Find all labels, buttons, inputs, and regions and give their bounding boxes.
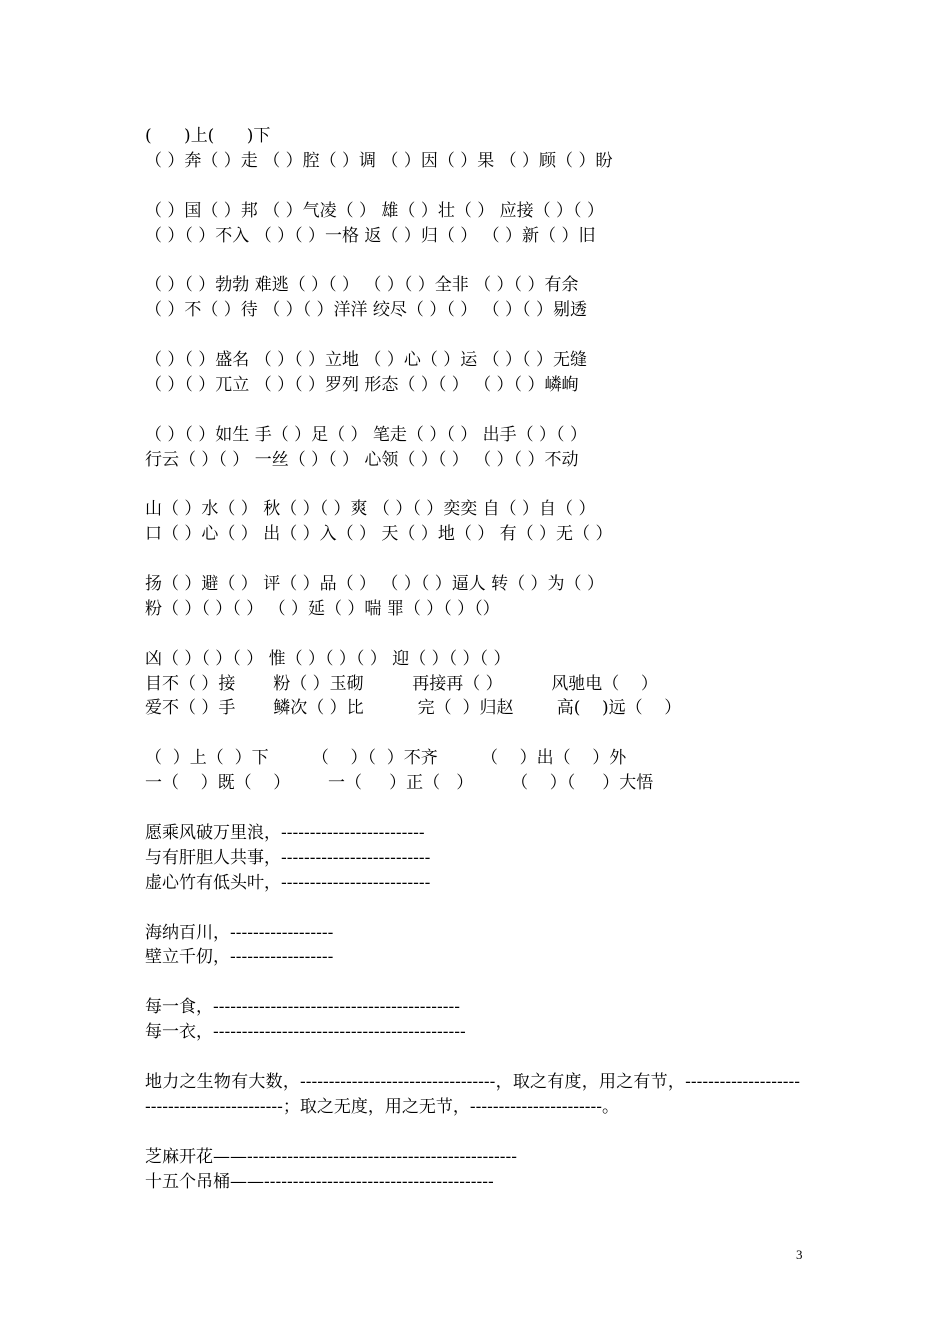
quote-line: 愿乘风破万里浪，-------------------------: [145, 822, 425, 843]
idiom-line: 一（ ）既（ ） 一（ ）正（ ） （ ）（ ）大悟: [145, 773, 654, 794]
blank-line: [145, 547, 805, 572]
idiom-line: 凶（ ）（ ）（ ） 惟（ ）（ ）（ ） 迎（ ）（ ）（ ）: [145, 648, 511, 669]
quote-line: 虚心竹有低头叶，--------------------------: [145, 872, 431, 893]
blank-line: [145, 796, 805, 821]
page-number: 3: [796, 1247, 803, 1262]
blank-line: [145, 398, 805, 423]
idiom-line: （ ）（ ）勃勃 难逃（ ）（ ） （ ）（ ）全非 （ ）（ ）有余: [145, 275, 579, 296]
blank-line: [145, 622, 805, 647]
idiom-line: 爱不（ ）手 鳞次（ ）比 完（ ）归赵 高( )远（ ）: [145, 698, 682, 719]
idiom-line: （ ）（ ）盛名 （ ）（ ）立地 （ ）心（ ）运 （ ）（ ）无缝: [145, 350, 587, 371]
blank-line: [145, 1120, 805, 1145]
blank-line: [145, 174, 805, 199]
idiom-line: （ ）奔（ ）走 （ ）腔（ ）调 （ ）因（ ）果 （ ）顾（ ）盼: [145, 150, 613, 171]
blank-line: [145, 248, 805, 273]
blank-line: [145, 472, 805, 497]
quote-paragraph: 地力之生物有大数，----------------------------------，取之有度，用之有节，--------------------------------------------；取之无度，用之无节，-----------------------。: [145, 1071, 800, 1117]
idiom-line: （ ）不（ ）待 （ ）（ ）洋洋 绞尽（ ）（ ） （ ）（ ）剔透: [145, 300, 587, 321]
idiom-line: 行云（ ）（ ） 一丝（ ）（ ） 心领（ ）（ ） （ ）（ ）不动: [145, 449, 579, 470]
blank-line: [145, 721, 805, 746]
idiom-line: （ ）（ ）如生 手（ ）足（ ） 笔走（ ）（ ） 出手（ ）（ ）: [145, 424, 587, 445]
blank-line: [145, 896, 805, 921]
idiom-line: 目不（ ）接 粉（ ）玉砌 再接再（ ） 风驰电（ ）: [145, 673, 658, 694]
quote-line: 与有肝胆人共事，--------------------------: [145, 847, 431, 868]
blank-line: [145, 323, 805, 348]
quote-line: 每一衣，--------------------------------------------: [145, 1022, 466, 1043]
blank-line: [145, 1045, 805, 1070]
idiom-line: （ ）上（ ）下 （ ）（ ）不齐 （ ）出（ ）外: [145, 748, 627, 769]
idiom-line: （ ）（ ）兀立 （ ）（ ）罗列 形态（ ）（ ） （ ）（ ）嶙峋: [145, 374, 579, 395]
idiom-line: （ ）国（ ）邦 （ ）气凌（ ） 雄（ ）壮（ ） 应接（ ）（ ）: [145, 200, 604, 221]
idiom-line: 粉（ ）（ ）（ ） （ ）延（ ）喘 罪（ ）（ ）（）: [145, 598, 500, 619]
idiom-line: 山（ ）水（ ） 秋（ ）（ ）爽 （ ）（ ）奕奕 自（ ）自（ ）: [145, 499, 596, 520]
blank-line: [145, 970, 805, 995]
quote-line: 每一食，-------------------------------------------: [145, 997, 460, 1018]
idiom-line: 口（ ）心（ ） 出（ ）入（ ） 天（ ）地（ ） 有（ ）无（ ）: [145, 524, 613, 545]
document-body: [145, 124, 805, 1195]
quote-line: 海纳百川，------------------: [145, 922, 334, 943]
idiom-line: ( )上( )下: [145, 126, 271, 146]
idiom-line: 扬（ ）避（ ） 评（ ）品（ ） （ ）（ ）逼人 转（ ）为（ ）: [145, 574, 604, 595]
xiehouyu-line: 十五个吊桶——----------------------------------------: [145, 1171, 494, 1192]
idiom-line: （ ）（ ）不入 （ ）（ ）一格 返（ ）归（ ） （ ）新（ ）旧: [145, 225, 596, 246]
xiehouyu-line: 芝麻开花——-----------------------------------------------: [145, 1146, 517, 1167]
quote-line: 壁立千仞，------------------: [145, 947, 334, 968]
